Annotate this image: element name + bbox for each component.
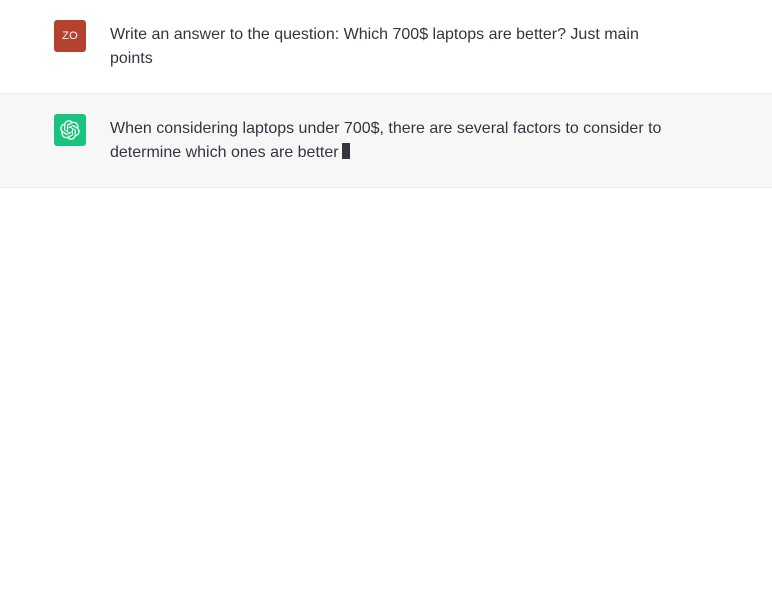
chat-message-assistant	[0, 94, 772, 188]
message-inner	[0, 0, 772, 93]
chat-conversation	[0, 0, 772, 188]
message-paragraph: Write an answer to the question: Which 700$ laptops are better? Just main points	[110, 26, 639, 67]
message-paragraph	[110, 117, 680, 165]
chat-message-user	[0, 0, 772, 94]
message-inner	[0, 94, 772, 187]
user-initials-avatar	[54, 20, 86, 52]
streaming-cursor-icon	[342, 143, 350, 159]
assistant-message-text	[110, 114, 680, 165]
openai-logo-icon	[54, 114, 86, 146]
assistant-message-content: When considering laptops under 700$, there are several factors to consider to determine which ones are better	[110, 120, 662, 161]
user-message-text	[110, 20, 680, 71]
avatar-initials: ZO	[62, 30, 78, 42]
